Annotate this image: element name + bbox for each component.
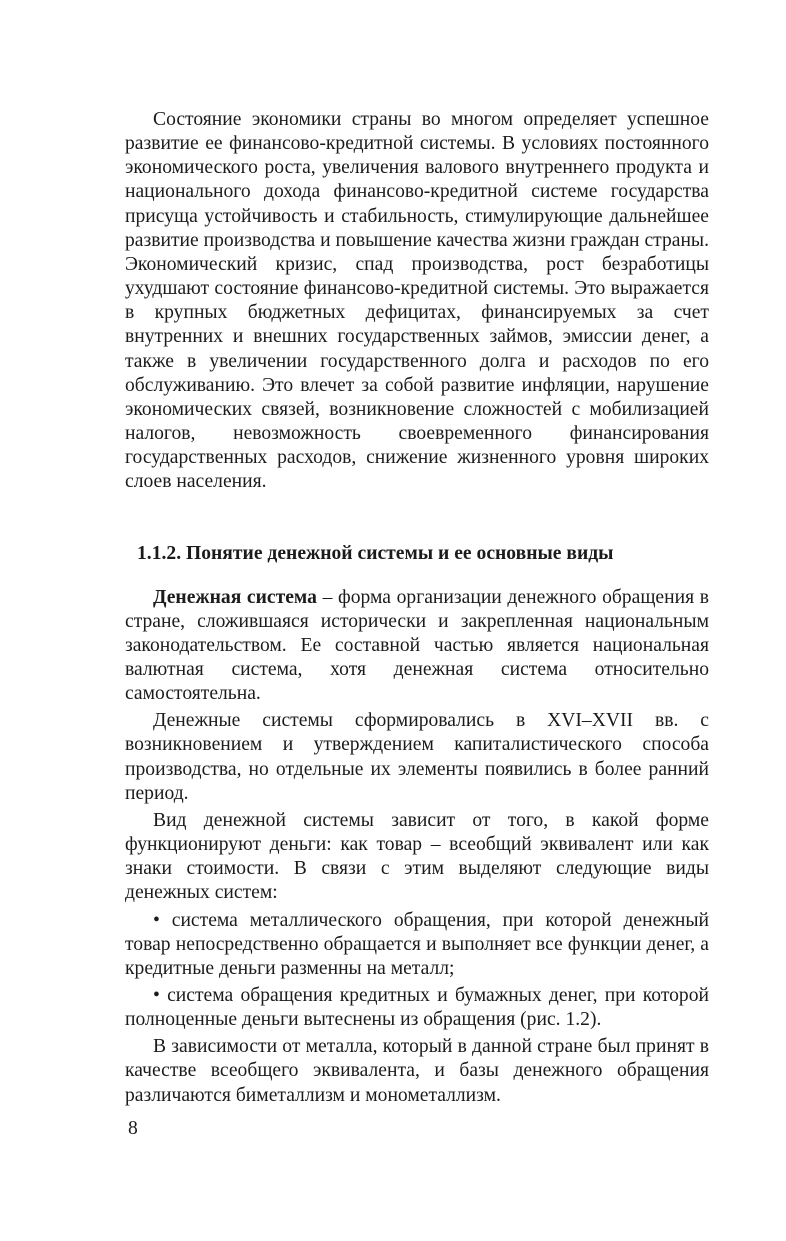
section-heading: 1.1.2. Понятие денежной системы и ее основные виды (137, 542, 614, 564)
page-body (125, 108, 709, 1108)
definition-term: Денежная система (153, 586, 317, 608)
definition-paragraph (125, 586, 709, 707)
page-number: 8 (128, 1118, 138, 1139)
bullet-item-credit: • система обращения кредитных и бумажных денег, при которой полноценные деньги вытеснены из обращения (рис. 1.2). (125, 985, 709, 1031)
history-paragraph: Денежные системы сформировались в XVI–XVII вв. с возникновением и утверждением капиталистического способа производства, но отдельные их элементы появились в более ранний период. (125, 710, 709, 804)
metal-base-paragraph: В зависимости от металла, который в данной стране был принят в качестве всеобщего эквивалента, и базы денежного обращения различаются биметаллизм и монометаллизм. (125, 1036, 709, 1106)
types-intro-paragraph: Вид денежной системы зависит от того, в какой форме функционируют деньги: как товар – всеобщий эквивалент или как знаки стоимости. В связи с этим выделяют следующие виды денежных систем: (125, 809, 709, 904)
bullet-item-metal: • система металлического обращения, при которой денежный товар непосредственно обращается и выполняет все функции денег, а кредитные деньги разменны на металл; (125, 909, 709, 979)
intro-paragraph: Состояние экономики страны во многом определяет успешное развитие ее финансово-кредитной системы. В условиях постоянного экономического роста, увеличения валового внутреннего продукта и национального дохода финансово-кредитной системе государства присуща устойчивость и стабильность, стимулирующие дальнейшее развитие производства и повышение качества жизни граждан страны. Экономический кризис, спад производства, рост безработицы ухудшают состояние финансово-кредитной системы. Это выражается в крупных бюджетных дефицитах, финансируемых за счет внутренних и внешних государственных займов, эмиссии денег, а также в увеличении государственного долга и расходов по его обслуживанию. Это влечет за собой развитие инфляции, нарушение экономических связей, возникновение сложностей с мобилизацией налогов, невозможность своевременного финансирования государственных расходов, снижение жизненного уровня широких слоев населения. (125, 109, 709, 493)
definition-text: – форма организации денежного обращения в стране, сложившаяся исторически и закрепленная национальным законодательством. Ее составной частью является национальная валютная система, хотя денежная система относительно самостоятельна. (125, 586, 709, 705)
